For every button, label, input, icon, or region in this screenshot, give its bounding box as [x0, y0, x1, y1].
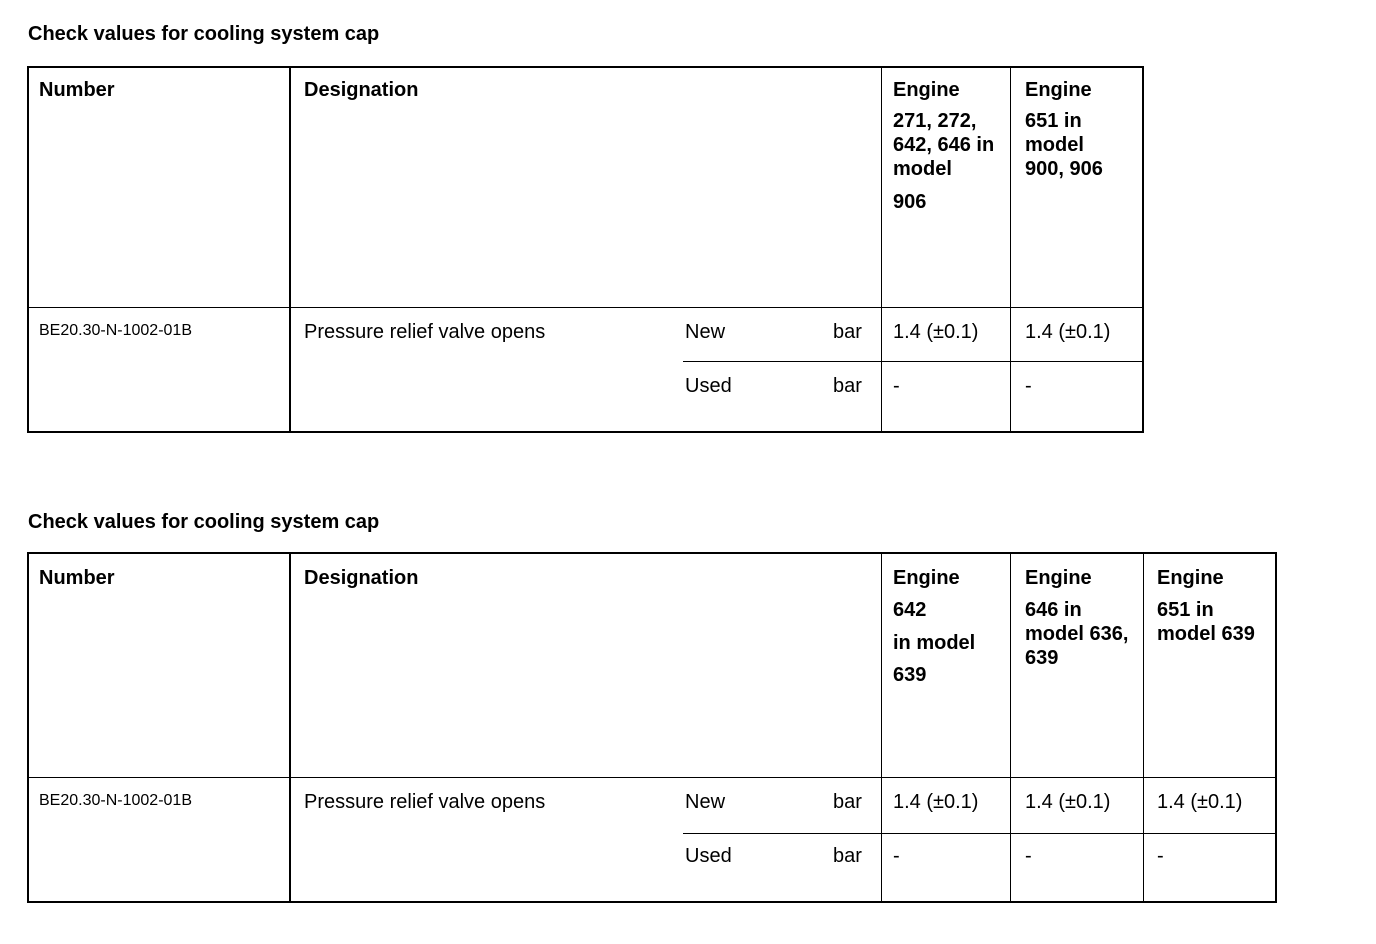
column-divider — [881, 68, 882, 431]
condition-used: Used — [685, 845, 732, 867]
new-used-divider — [683, 833, 1275, 834]
part-number: BE20.30-N-1002-01B — [39, 322, 192, 339]
unit-new: bar — [833, 321, 862, 343]
designation-text: Pressure relief valve opens — [304, 321, 546, 343]
value-new: 1.4 (±0.1) — [893, 321, 979, 343]
condition-new: New — [685, 791, 726, 813]
value-used: - — [1025, 375, 1032, 397]
column-divider — [881, 554, 882, 901]
number-header: Number — [39, 567, 115, 589]
part-number: BE20.30-N-1002-01B — [39, 792, 192, 809]
designation-header: Designation — [304, 79, 419, 101]
designation-header: Designation — [304, 567, 419, 589]
engine-header-2: Engine 646 in model 636, 639 — [1025, 567, 1129, 669]
unit-new: bar — [833, 791, 862, 813]
condition-new: New — [685, 321, 726, 343]
column-divider — [1010, 68, 1011, 431]
table2-title: Check values for cooling system cap — [28, 511, 380, 533]
number-header: Number — [39, 79, 115, 101]
column-divider — [289, 554, 291, 901]
column-divider — [1010, 554, 1011, 901]
designation-text: Pressure relief valve opens — [304, 791, 546, 813]
column-divider — [1143, 554, 1144, 901]
check-values-table-1 — [27, 66, 1144, 433]
check-values-table-2 — [27, 552, 1277, 903]
value-used: - — [1025, 845, 1032, 867]
value-new: 1.4 (±0.1) — [1025, 321, 1111, 343]
engine-header-1: Engine 642 in model 639 — [893, 567, 976, 686]
engine-header-2: Engine 651 in model 900, 906 — [1025, 79, 1103, 180]
value-new: 1.4 (±0.1) — [1157, 791, 1243, 813]
header-row-divider — [29, 307, 1142, 308]
value-new: 1.4 (±0.1) — [893, 791, 979, 813]
value-used: - — [893, 845, 900, 867]
engine-header-1: Engine 271, 272, 642, 646 in model 906 — [893, 79, 995, 213]
column-divider — [289, 68, 291, 431]
header-row-divider — [29, 777, 1275, 778]
value-used: - — [1157, 845, 1164, 867]
condition-used: Used — [685, 375, 732, 397]
table1-title: Check values for cooling system cap — [28, 23, 380, 45]
unit-used: bar — [833, 845, 862, 867]
value-used: - — [893, 375, 900, 397]
engine-header-3: Engine 651 in model 639 — [1157, 567, 1255, 645]
unit-used: bar — [833, 375, 862, 397]
value-new: 1.4 (±0.1) — [1025, 791, 1111, 813]
new-used-divider — [683, 361, 1142, 362]
